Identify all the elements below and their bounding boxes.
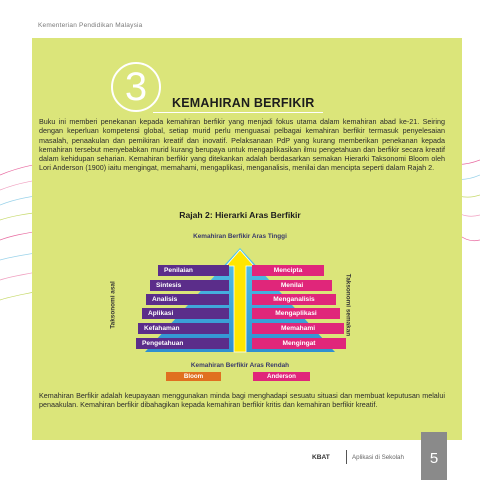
right-axis-label: Taksonomi semakan (344, 273, 352, 337)
page-number: 5 (421, 432, 447, 480)
anderson-tag: Anderson (253, 372, 310, 381)
anderson-level-memahami: Memahami (252, 323, 344, 334)
diagram-title: Rajah 2: Hierarki Aras Berfikir (179, 210, 301, 220)
anderson-level-mengingat: Mengingat (252, 338, 346, 349)
footer-divider (346, 450, 347, 464)
intro-paragraph: Buku ini memberi penekanan kepada kemahiran berfikir yang menjadi fokus utama dalam kemahiran abad ke-21. Seiring dengan keperluan kompetensi global, setiap murid perlu menguasai pelbagai kemahiran berfikir termasuk penyelesaian masalah, penaakulan dan pemikiran kreatif dan inovatif. Pelaksanaan PdP yang kurang memberikan penekanan kepada kemahiran tersebut menyebabkan murid kurang berupaya untuk mengaplikasikan ilmu pengetahuan dan berfikir secara kreatif dalam kehidupan seharian. Kemahiran berfikir yang ditekankan adalah berdasarkan semakan Hierarki Taksonomi Bloom oleh Lori Anderson (1900) iaitu mengingat, memahami, mengaplikasi, menganalisis, menilai dan mencipta seperti dalam Rajah 2. (39, 117, 445, 173)
bloom-level-penilaian: Penilaian (158, 265, 229, 276)
low-level-label: Kemahiran Berfikir Aras Rendah (190, 362, 290, 369)
anderson-level-menganalisis: Menganalisis (252, 294, 336, 305)
bloom-tag: Bloom (166, 372, 221, 381)
anderson-level-mencipta: Mencipta (252, 265, 324, 276)
footer-subtitle: Aplikasi di Sekolah (352, 454, 404, 461)
anderson-level-menilai: Menilai (252, 280, 332, 291)
footer-kbat: KBAT (312, 454, 330, 461)
chapter-number-badge: 3 (111, 62, 161, 112)
anderson-level-mengaplikasi: Mengaplikasi (252, 308, 340, 319)
bloom-level-sintesis: Sintesis (150, 280, 229, 291)
bloom-level-analisis: Analisis (146, 294, 229, 305)
bloom-level-pengetahuan: Pengetahuan (136, 338, 229, 349)
left-axis-label: Taksonomi asal (109, 281, 117, 329)
chapter-title: KEMAHIRAN BERFIKIR (172, 96, 315, 110)
high-level-label: Kemahiran Berfikir Aras Tinggi (193, 233, 287, 240)
ministry-header: Kementerian Pendidikan Malaysia (38, 22, 143, 29)
closing-paragraph: Kemahiran Berfikir adalah keupayaan menggunakan minda bagi menghadapi sesuatu situasi dan membuat keputusan melalui penaakulan. Kemahiran berfikir dibahagikan kepada kemahiran berfikir kritis dan kemahiran berfikir kreatif. (39, 391, 445, 410)
bloom-level-kefahaman: Kefahaman (138, 323, 229, 334)
bloom-level-aplikasi: Aplikasi (142, 308, 229, 319)
